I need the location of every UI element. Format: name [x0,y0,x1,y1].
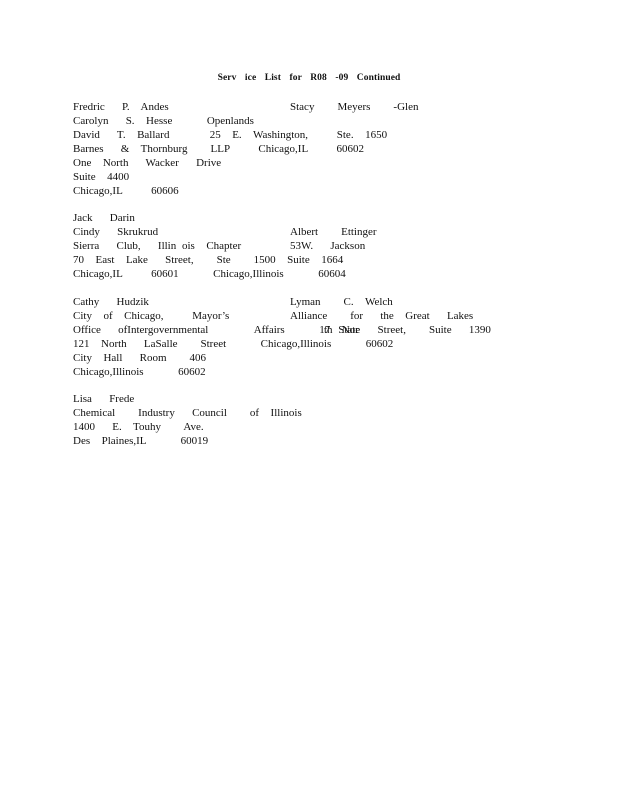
contact-line: 53W. Jackson [290,240,366,252]
contact-line: Office ofIntergovernmental Affairs 17 Nor [73,324,359,336]
contact-line: Carolyn S. Hesse Openlands [73,115,254,127]
contact-line: Chemical Industry Council of Illinois [73,407,302,419]
contact-line: One North Wacker Drive [73,157,222,169]
contact-line: 121 North LaSalle Street Chicago,Illinois 60602 [73,338,394,350]
contact-name: Lisa Frede [73,393,135,405]
contact-line: th State Street, Suite 1390 [324,324,491,336]
contact-line: City Hall Room 406 [73,352,207,364]
contact-name: Albert Ettinger [290,226,377,238]
contact-line: Chicago,IL 60601 Chicago,Illinois 60604 [73,268,346,280]
contact-line: David T. Ballard 25 E. Washington, Ste. 1650 [73,129,388,141]
contact-name: Cathy Hudzik [73,296,149,308]
contact-line: Barnes & Thornburg LLP Chicago,IL 60602 [73,143,365,155]
contact-line: Chicago,Illinois 60602 [73,366,206,378]
contact-name: Lyman C. Welch [290,296,393,308]
contact-line: City of Chicago, Mayor’s [73,310,230,322]
page-title: Serv ice List for R08 -09 Continued [217,73,401,83]
contact-name: Fredric P. Andes [73,101,169,113]
contact-line: 70 East Lake Street, Ste 1500 Suite 1664 [73,254,344,266]
contact-line: Des Plaines,IL 60019 [73,435,209,447]
contact-line: 1400 E. Touhy Ave. [73,421,204,433]
contact-name: Jack Darin [73,212,135,224]
contact-line: Chicago,IL 60606 [73,185,179,197]
contact-name: Stacy Meyers -Glen [290,101,419,113]
contact-line: Alliance for the Great Lakes [290,310,474,322]
contact-line: Cindy Skrukrud [73,226,159,238]
contact-line: Sierra Club, Illin ois Chapter [73,240,242,252]
contact-line: Suite 4400 [73,171,130,183]
